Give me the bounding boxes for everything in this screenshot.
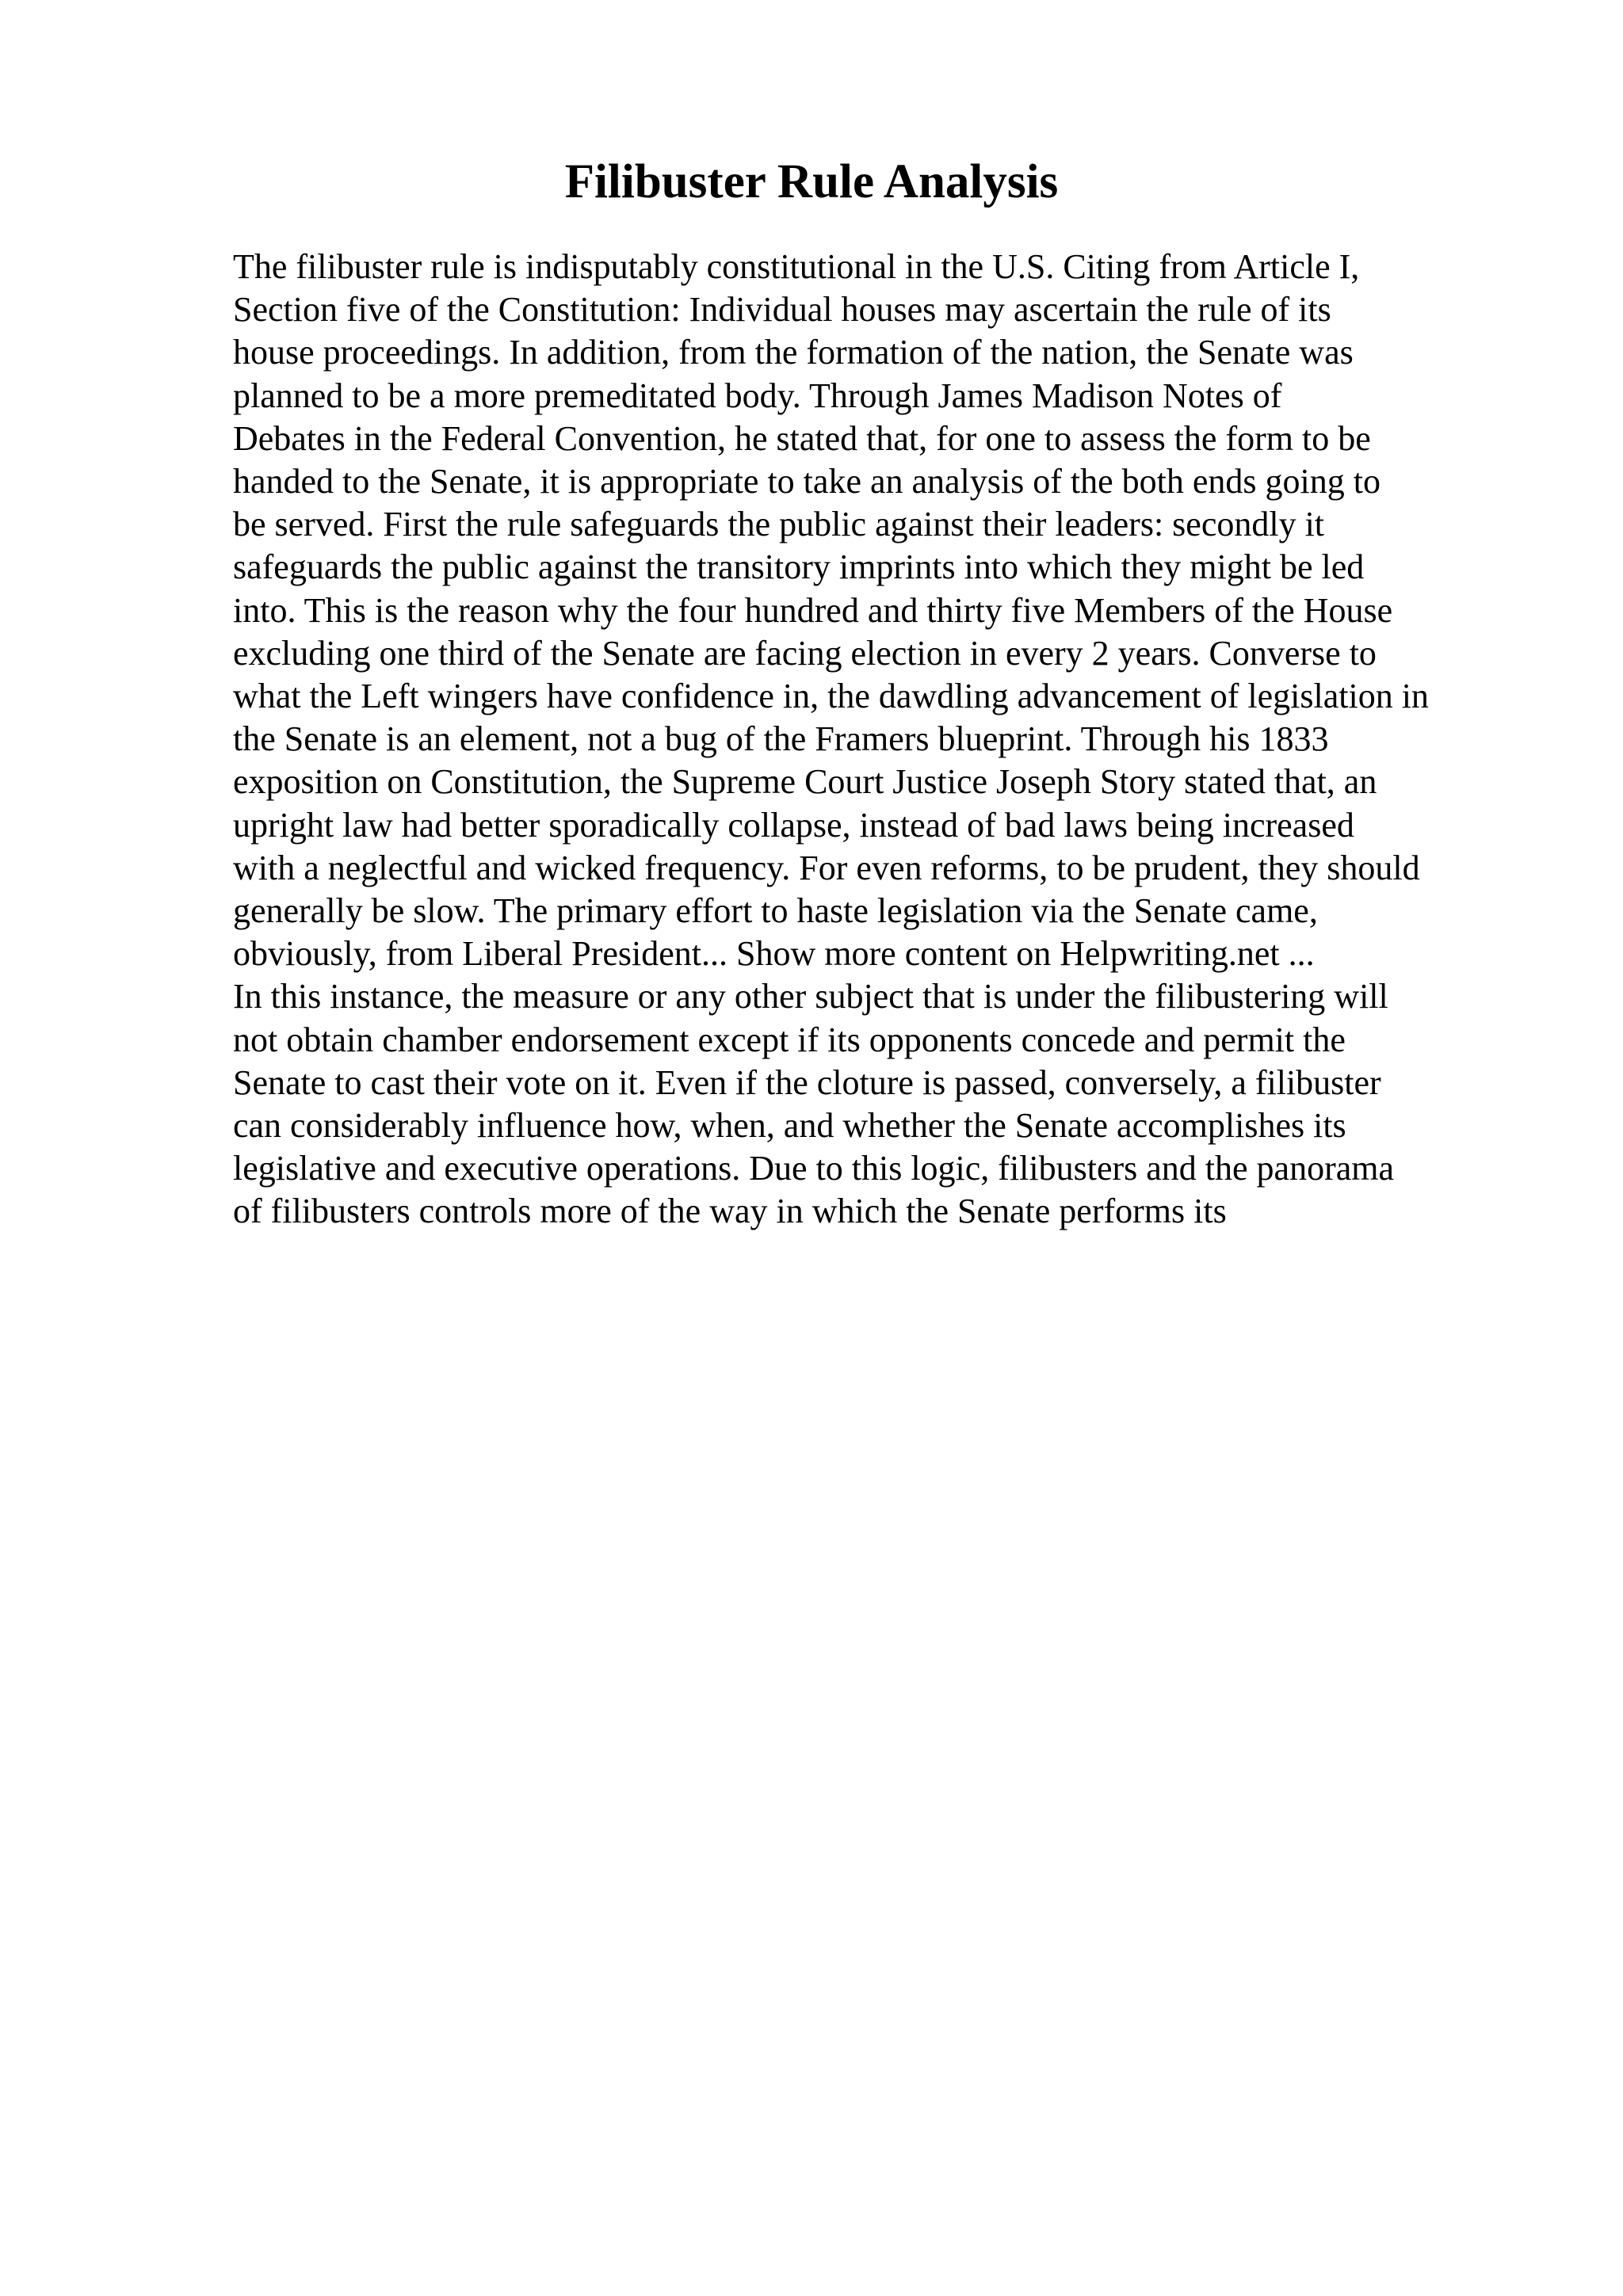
body-line: house proceedings. In addition, from the formation of the nation, the Senate was (233, 333, 1354, 372)
body-line: upright law had better sporadically collapse, instead of bad laws being increased (233, 805, 1354, 845)
body-line: generally be slow. The primary effort to haste legislation via the Senate came, (233, 891, 1318, 931)
body-line: with a neglectful and wicked frequency. For even reforms, to be prudent, they should (233, 848, 1420, 887)
body-line: In this instance, the measure or any other subject that is under the filibustering will (233, 977, 1388, 1016)
body-line: legislative and executive operations. Due to this logic, filibusters and the panorama (233, 1149, 1395, 1188)
body-line: obviously, from Liberal President... Show more content on Helpwriting.net ... (233, 934, 1315, 974)
body-line: what the Left wingers have confidence in, the dawdling advancement of legislation in (233, 677, 1429, 716)
body-line: the Senate is an element, not a bug of the Framers blueprint. Through his 1833 (233, 719, 1329, 759)
body-line: planned to be a more premeditated body. Through James Madison Notes of (233, 376, 1282, 415)
body-line: Section five of the Constitution: Individual houses may ascertain the rule of its (233, 290, 1331, 330)
body-line: excluding one third of the Senate are facing election in every 2 years. Converse to (233, 633, 1377, 673)
document-body (233, 246, 1596, 1234)
body-line: of filibusters controls more of the way in which the Senate performs its (233, 1192, 1227, 1231)
body-line: exposition on Constitution, the Supreme Court Justice Joseph Story stated that, an (233, 762, 1377, 802)
body-line: not obtain chamber endorsement except if its opponents concede and permit the (233, 1020, 1346, 1059)
body-line: can considerably influence how, when, and whether the Senate accomplishes its (233, 1106, 1346, 1146)
body-line: safeguards the public against the transitory imprints into which they might be led (233, 547, 1365, 587)
body-line: into. This is the reason why the four hundred and thirty five Members of the House (233, 590, 1393, 630)
document-title: Filibuster Rule Analysis (564, 155, 1059, 208)
body-line: Senate to cast their vote on it. Even if the cloture is passed, conversely, a filibuster (233, 1062, 1381, 1102)
body-line: handed to the Senate, it is appropriate to take an analysis of the both ends going to (233, 462, 1381, 502)
body-line: Debates in the Federal Convention, he stated that, for one to assess the form to be (233, 418, 1371, 458)
body-line: be served. First the rule safeguards the public against their leaders: secondly it (233, 505, 1325, 544)
body-line: The filibuster rule is indisputably constitutional in the U.S. Citing from Article I, (233, 247, 1360, 286)
